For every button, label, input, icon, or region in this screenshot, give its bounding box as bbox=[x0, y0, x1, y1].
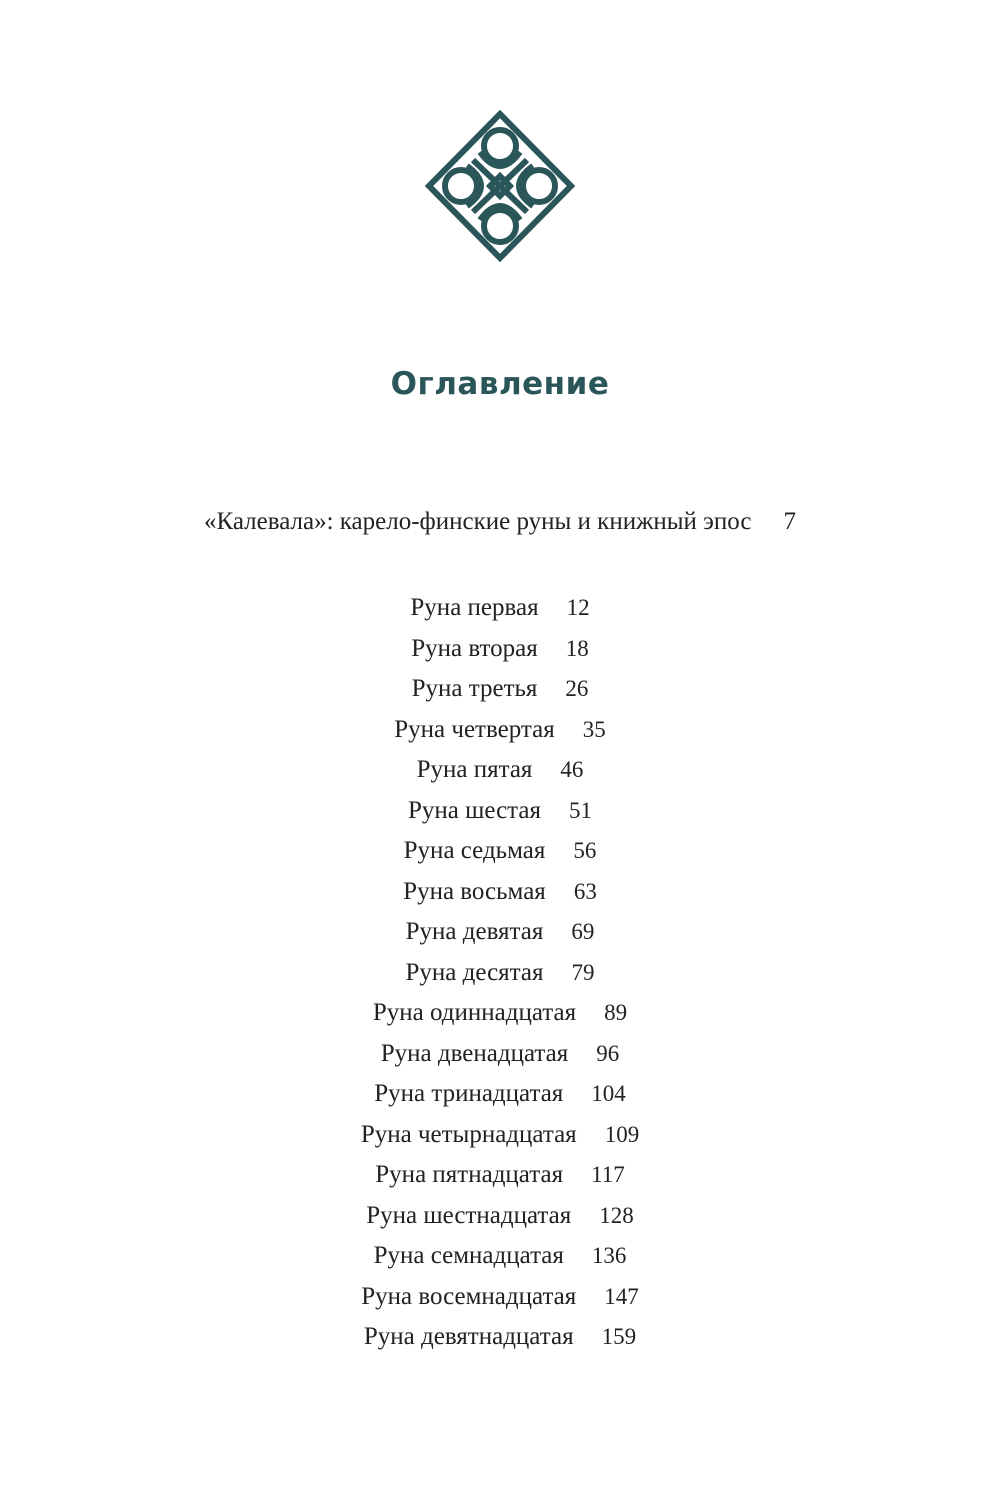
toc-entry-label: Руна одиннадцатая bbox=[372, 999, 577, 1026]
toc-entry[interactable] bbox=[0, 1074, 1000, 1115]
toc-entry-page: 35 bbox=[582, 716, 606, 742]
toc-entry-label: Руна десятая bbox=[405, 958, 544, 986]
toc-entry-label: Руна девятнадцатая bbox=[363, 1323, 574, 1350]
toc-entry[interactable] bbox=[0, 791, 1000, 832]
toc-entry-page: 96 bbox=[596, 1040, 620, 1066]
toc-entry-label: Руна первая bbox=[410, 594, 539, 621]
page-title: Оглавление bbox=[390, 366, 610, 402]
toc-entry-label: Руна третья bbox=[411, 675, 538, 702]
toc-entry-page: 136 bbox=[591, 1243, 627, 1268]
toc-entry[interactable] bbox=[0, 1236, 1000, 1277]
toc-entry-page: 56 bbox=[573, 838, 597, 863]
toc-entry-label: Руна седьмая bbox=[403, 837, 546, 864]
toc-entry[interactable] bbox=[0, 953, 1000, 994]
toc-entry[interactable] bbox=[0, 872, 1000, 913]
toc-entry[interactable] bbox=[0, 629, 1000, 670]
toc-entry-label: Руна четырнадцатая bbox=[360, 1120, 577, 1148]
toc-entry-label: Руна тринадцатая bbox=[374, 1080, 564, 1107]
toc-entry-intro[interactable] bbox=[0, 508, 1000, 536]
toc-entry-page: 128 bbox=[599, 1202, 634, 1228]
toc-entry[interactable] bbox=[0, 1115, 1000, 1156]
toc-entry-page: 109 bbox=[604, 1121, 640, 1147]
toc-entry[interactable] bbox=[0, 831, 1000, 872]
toc-entry[interactable] bbox=[0, 750, 1000, 791]
toc-entry-label: Руна шестнадцатая bbox=[366, 1201, 572, 1229]
toc-entry-label: Руна пятнадцатая bbox=[375, 1161, 564, 1188]
toc-entry[interactable] bbox=[0, 669, 1000, 710]
toc-entry-page: 79 bbox=[571, 959, 595, 985]
toc-entry[interactable] bbox=[0, 1155, 1000, 1196]
toc-entry-page: 18 bbox=[565, 635, 589, 661]
toc-entry-label: Руна девятая bbox=[405, 918, 544, 945]
toc-entry-page: 46 bbox=[560, 757, 584, 782]
toc-entry-label: Руна пятая bbox=[416, 756, 533, 783]
celtic-knot-diamond-icon bbox=[425, 110, 575, 262]
toc-entry[interactable] bbox=[0, 1034, 1000, 1075]
toc-entry-page: 69 bbox=[571, 919, 595, 944]
toc-entry-label: «Калевала»: карело-финские руны и книжный эпос bbox=[203, 508, 752, 535]
toc-entry-label: Руна семнадцатая bbox=[373, 1242, 564, 1269]
toc-entry-page: 159 bbox=[601, 1324, 637, 1349]
toc-entry-page: 89 bbox=[604, 1000, 628, 1025]
toc-entry[interactable] bbox=[0, 993, 1000, 1034]
toc-entry-label: Руна восемнадцатая bbox=[361, 1282, 577, 1310]
toc-entry-label: Руна вторая bbox=[411, 634, 538, 662]
toc-entry[interactable] bbox=[0, 710, 1000, 751]
toc-entry-label: Руна шестая bbox=[407, 796, 542, 824]
toc-entry-label: Руна восьмая bbox=[403, 877, 546, 905]
toc-entry-page: 104 bbox=[591, 1081, 626, 1106]
toc-list bbox=[0, 588, 1000, 1358]
toc-entry-label: Руна двенадцатая bbox=[380, 1039, 569, 1067]
toc-entry-page: 51 bbox=[569, 797, 593, 823]
toc-entry[interactable] bbox=[0, 588, 1000, 629]
toc-entry-page: 63 bbox=[573, 878, 597, 904]
toc-entry[interactable] bbox=[0, 1317, 1000, 1358]
toc-entry-page: 7 bbox=[783, 508, 796, 535]
toc-entry[interactable] bbox=[0, 1277, 1000, 1318]
toc-entry-page: 12 bbox=[566, 595, 590, 620]
toc-entry[interactable] bbox=[0, 912, 1000, 953]
toc-entry-page: 26 bbox=[565, 676, 589, 701]
toc-entry-label: Руна четвертая bbox=[394, 715, 555, 743]
toc-entry-page: 147 bbox=[604, 1283, 639, 1309]
toc-entry-page: 117 bbox=[591, 1162, 625, 1187]
toc-entry[interactable] bbox=[0, 1196, 1000, 1237]
